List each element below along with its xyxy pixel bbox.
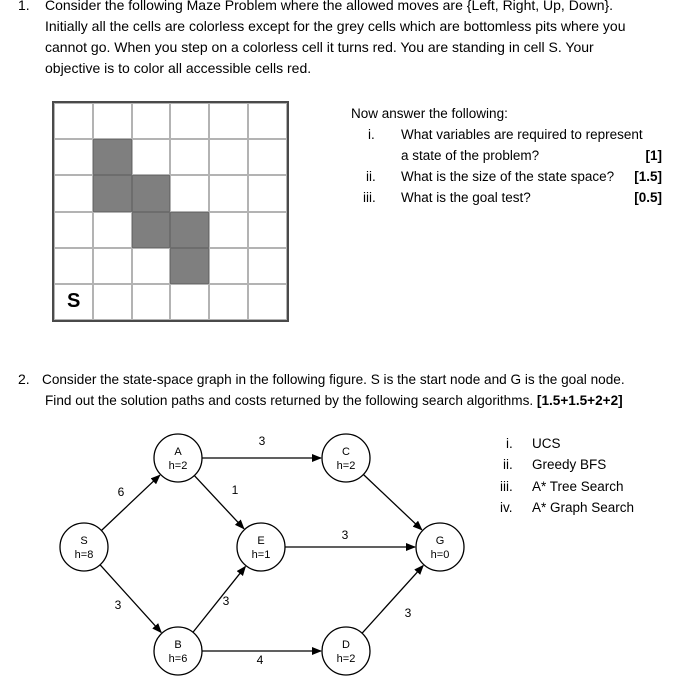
question-1-number: 1. <box>18 0 30 13</box>
node-label: E <box>257 535 265 547</box>
node-label: B <box>174 639 182 651</box>
edge-s-a <box>101 475 159 530</box>
node-label: D <box>342 639 350 651</box>
item-number: i. <box>368 127 375 142</box>
edge-cost-label: 3 <box>341 528 349 542</box>
question-2-number: 2. <box>18 371 30 387</box>
maze-start-label: S <box>67 289 81 312</box>
node-d <box>322 627 370 675</box>
node-g <box>416 523 464 571</box>
algo-name: Greedy BFS <box>532 457 607 472</box>
node-heuristic: h=2 <box>168 460 188 472</box>
algo-number: iv. <box>500 500 513 515</box>
node-heuristic: h=6 <box>168 653 188 665</box>
question-2-line-text: Find out the solution paths and costs returned by the following search algorithms. <box>45 393 534 408</box>
item-marks: [0.5] <box>634 190 662 205</box>
item-marks: [1] <box>645 148 662 163</box>
item-text: What variables are required to represent <box>401 127 643 142</box>
node-b <box>154 627 202 675</box>
node-a <box>154 434 202 482</box>
question-1-line: Initially all the cells are colorless except for the grey cells which are bottomless pits where you <box>45 18 626 34</box>
algo-name: A* Tree Search <box>532 479 624 494</box>
node-heuristic: h=0 <box>430 549 450 561</box>
algo-number: i. <box>506 436 513 451</box>
node-label: G <box>435 535 445 547</box>
item-number: iii. <box>363 190 376 205</box>
node-c <box>322 434 370 482</box>
item-text: a state of the problem? <box>401 148 540 163</box>
edge-c-g <box>363 475 421 530</box>
item-marks: [1.5] <box>634 169 662 184</box>
node-heuristic: h=1 <box>251 549 271 561</box>
item-number: ii. <box>366 169 376 184</box>
edge-cost-label: 1 <box>231 483 239 497</box>
algo-name: A* Graph Search <box>532 500 635 515</box>
question-2-line: Consider the state-space graph in the following figure. S is the start node and G is the goal node. <box>42 372 625 387</box>
edge-d-g <box>362 566 423 634</box>
item-text: What is the goal test? <box>401 190 531 205</box>
algo-number: ii. <box>503 457 513 472</box>
node-s <box>60 523 108 571</box>
question-1-line: Consider the following Maze Problem where the allowed moves are {Left, Right, Up, Down}. <box>45 0 614 13</box>
edge-cost-label: 4 <box>256 653 264 667</box>
node-label: A <box>174 446 182 458</box>
edge-b-e <box>193 567 245 633</box>
edge-cost-label: 3 <box>258 434 266 448</box>
edge-cost-label: 3 <box>114 598 122 612</box>
algo-number: iii. <box>500 479 513 494</box>
edge-cost-label: 3 <box>404 606 412 620</box>
edge-cost-label: 3 <box>222 594 230 608</box>
edge-s-b <box>100 565 161 633</box>
node-label: S <box>80 535 88 547</box>
question-1-line: cannot go. When you step on a colorless cell it turns red. You are standing in cell S. Your <box>45 39 594 55</box>
answer-prompt: Now answer the following: <box>351 106 508 121</box>
question-1-line: objective is to color all accessible cells red. <box>45 60 312 76</box>
question-2-marks: [1.5+1.5+2+2] <box>536 393 623 408</box>
node-heuristic: h=8 <box>74 549 94 561</box>
node-heuristic: h=2 <box>336 653 356 665</box>
node-label: C <box>342 446 350 458</box>
item-text: What is the size of the state space? <box>401 169 615 184</box>
algo-name: UCS <box>532 436 561 451</box>
node-heuristic: h=2 <box>336 460 356 472</box>
edge-cost-label: 6 <box>117 485 125 499</box>
node-e <box>237 523 285 571</box>
